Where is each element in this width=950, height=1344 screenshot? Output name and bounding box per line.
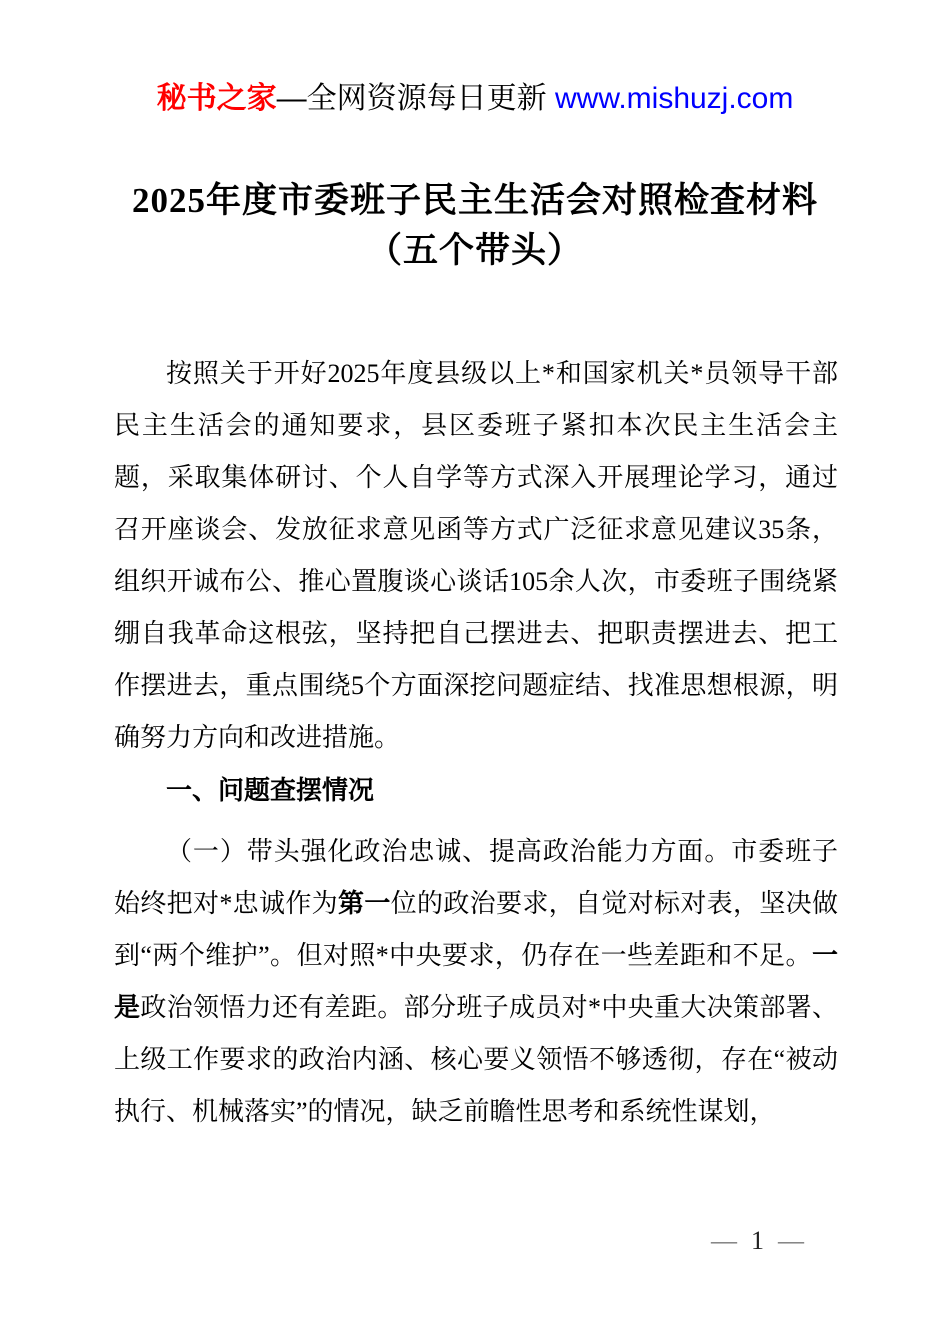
paragraph-section1-item1: [114, 826, 838, 1138]
site-url-link[interactable]: www.mishuzj.com: [554, 82, 794, 115]
document-title-line2: （五个带头）: [366, 231, 583, 270]
paragraph2-text: （一）带头强化政治忠诚、提高政治能力方面。市委班子始终把对*忠诚作为: [114, 837, 838, 918]
document-title: [80, 176, 870, 276]
paragraph-intro: 按照关于开好2025年度县级以上*和国家机关*员领导干部民主生活会的通知要求，县区委班子紧扣本次民主生活会主题，采取集体研讨、个人自学等方式深入开展理论学习，通过召开座谈会、发放征求意见函等方式广泛征求意见建议35条，组织开诚布公、推心置腹谈心谈话105余人次，市委班子围绕紧绷自我革命这根弦，坚持把自己摆进去、把职责摆进去、把工作摆进去，重点围绕5个方面深挖问题症结、找准思想根源，明确努力方向和改进措施。: [114, 359, 838, 752]
page-number-dash-right: —: [778, 1226, 804, 1255]
paragraph2-bold-diyi: 第一: [338, 889, 391, 918]
page-number-value: 1: [751, 1226, 764, 1255]
section-heading-1: 一、问题查摆情况: [166, 775, 375, 805]
site-header: [0, 80, 950, 118]
document-title-line1: 2025年度市委班子民主生活会对照检查材料: [131, 181, 818, 220]
paragraph2-bold-yishi: 一是: [114, 941, 838, 1022]
paragraph2-text: 位的政治要求，自觉对标对表，坚决做到“两个维护”。但对照*中央要求，仍存在一些差距和不足。: [114, 889, 838, 970]
site-brand: 秘书之家: [156, 82, 277, 115]
document-body: [114, 348, 838, 1138]
site-tagline: —全网资源每日更新: [276, 82, 555, 115]
page-number-dash-left: —: [711, 1226, 737, 1255]
page-number: [711, 1226, 804, 1256]
paragraph2-text: 政治领悟力还有差距。部分班子成员对*中央重大决策部署、上级工作要求的政治内涵、核心要义领悟不够透彻，存在“被动执行、机械落实”的情况，缺乏前瞻性思考和系统性谋划，: [114, 993, 838, 1126]
